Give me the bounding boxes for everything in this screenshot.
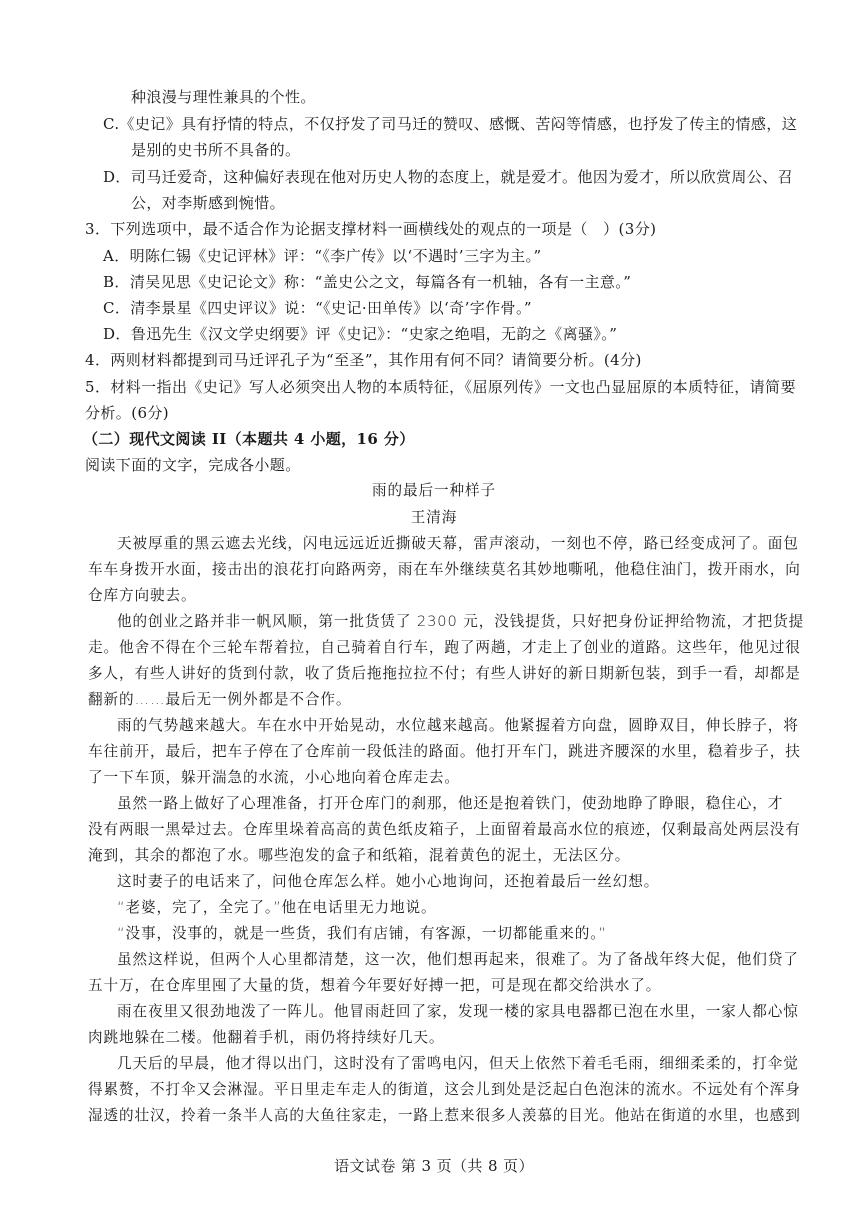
question-5-line-1: 5．材料一指出《史记》写人必须突出人物的本质特征，《屈原列传》一文也凸显屈原的本质特征，请简要	[85, 378, 796, 396]
option-c-line-2: 是别的史书所不具备的。	[131, 141, 301, 159]
passage-line: 淹到，其余的都泡了水。哪些泡发的盒子和纸箱，混着黄色的泥土，无法区分。	[88, 847, 631, 864]
question-3-option-a: A．明陈仁锡《史记评林》评：“《李广传》以‘不遇时’三字为主。”	[103, 247, 542, 265]
option-d-line-1: D．司马迁爱奇，这种偏好表现在他对历史人物的态度上，就是爱才。他因为爱才，所以欣赏周公、召	[103, 168, 794, 186]
passage-line: 虽然这样说，但两个人心里都清楚，这一次，他们想再起来，很难了。为了备战年终大促，他们贷了	[117, 951, 799, 968]
question-5-line-2: 分析。(6分)	[85, 404, 170, 422]
passage-line: 车往前开，最后，把车子停在了仓库前一段低洼的路面。他打开车门，跳进齐腰深的水里，稳着步子，扶	[88, 743, 801, 760]
passage-line: 没有两眼一黑晕过去。仓库里垛着高高的黄色纸皮箱子，上面留着最高水位的痕迹，仅剩最高处两层没有	[88, 821, 801, 838]
passage-line: 天被厚重的黑云遮去光线，闪电远远近近撕破天幕，雷声滚动，一刻也不停，路已经变成河了。面包	[117, 535, 799, 552]
passage-line: 翻新的……最后无一例外都是不合作。	[88, 691, 352, 708]
passage-line: 湿透的壮汉，拎着一条半人高的大鱼往家走，一路上惹来很多人羡慕的目光。他站在街道的水里，也感到	[88, 1107, 801, 1124]
section-instruction: 阅读下面的文字，完成各小题。	[85, 456, 301, 474]
page-footer: 语文试卷 第 3 页（共 8 页）	[334, 1157, 534, 1175]
question-3-option-d: D．鲁迅先生《汉文学史纲要》评《史记》：“史家之绝唱，无韵之《离骚》。”	[103, 325, 618, 343]
passage-line: 得累赘，不打伞又会淋湿。平日里走车走人的街道，这会儿到处是泛起白色泡沫的流水。不远处有个浑身	[88, 1081, 801, 1098]
passage-line: 他的创业之路并非一帆风顺，第一批货赁了 2300 元，没钱提货，只好把身份证押给物流，才把货提	[117, 613, 805, 630]
passage-line: 五十万，在仓库里囤了大量的货，想着今年要好好搏一把，可是现在都交给洪水了。	[88, 977, 662, 994]
passage-line: 仓库方向驶去。	[88, 587, 197, 604]
section-heading: （二）现代文阅读 II（本题共 4 小题，16 分）	[83, 430, 415, 448]
passage-line: 车车身拨开水面，接击出的浪花打向路两旁，雨在车外继续莫名其妙地嘶吼，他稳住油门，拨开雨水，向	[88, 561, 801, 578]
passage-line: 了一下车顶，躲开湍急的水流，小心地向着仓库走去。	[88, 769, 460, 786]
passage-line: 几天后的早晨，他才得以出门，这时没有了雷鸣电闪，但天上依然下着毛毛雨，细细柔柔的，打伞觉	[117, 1055, 799, 1072]
question-4: 4．两则材料都提到司马迁评孔子为“至圣”，其作用有何不同？请简要分析。(4分)	[85, 351, 642, 369]
passage-line: 虽然一路上做好了心理准备，打开仓库门的刹那，他还是抱着铁门，使劲地睁了睁眼，稳住心，才	[117, 795, 784, 812]
option-d-line-2: 公，对李斯感到惋惜。	[131, 194, 286, 212]
passage-author: 王清海	[410, 509, 458, 526]
passage-line: 肉跳地躲在二楼。他翻着手机，雨仍将持续好几天。	[88, 1029, 445, 1046]
passage-line: 这时妻子的电话来了，问他仓库怎么样。她小心地询问，还抱着最后一丝幻想。	[117, 873, 660, 890]
passage-line: 走。他舍不得在个三轮车帮着拉，自己骑着自行车，跑了两趟，才走上了创业的道路。这些年，他见过很	[88, 639, 801, 656]
passage-line: “没事，没事的，就是一些货，我们有店铺，有客源，一切都能重来的。”	[117, 925, 607, 942]
passage-line: 雨在夜里又很劲地泼了一阵儿。他冒雨赶回了家，发现一楼的家具电器都已泡在水里，一家人都心惊	[117, 1003, 799, 1020]
passage-line: 雨的气势越来越大。车在水中开始晃动，水位越来越高。他紧握着方向盘，圆睁双目，伸长脖子，将	[117, 717, 799, 734]
question-3-option-b: B．清吴见思《史记论文》称：“盖史公之文，每篇各有一机轴，各有一主意。”	[103, 273, 632, 291]
question-3-option-c: C．清李景星《四史评议》说：“《史记·田单传》以‘奇’字作骨。”	[103, 299, 532, 317]
question-3-stem: 3．下列选项中，最不适合作为论据支撑材料一画横线处的观点的一项是（ ）(3分)	[85, 220, 657, 238]
passage-title: 雨的最后一种样子	[372, 482, 496, 499]
passage-line: 多人，有些人讲好的货到付款，收了货后拖拖拉拉不付；有些人讲好的新日期新包装，到手一看，却都是	[88, 665, 801, 682]
option-c-line-1: C.《史记》具有抒情的特点，不仅抒发了司马迁的赞叹、感慨、苦闷等情感，也抒发了传主的情感，这	[103, 115, 798, 133]
option-b-continuation: 种浪漫与理性兼具的个性。	[131, 88, 316, 106]
passage-line: “老婆，完了，全完了。”他在电话里无力地说。	[117, 899, 437, 916]
